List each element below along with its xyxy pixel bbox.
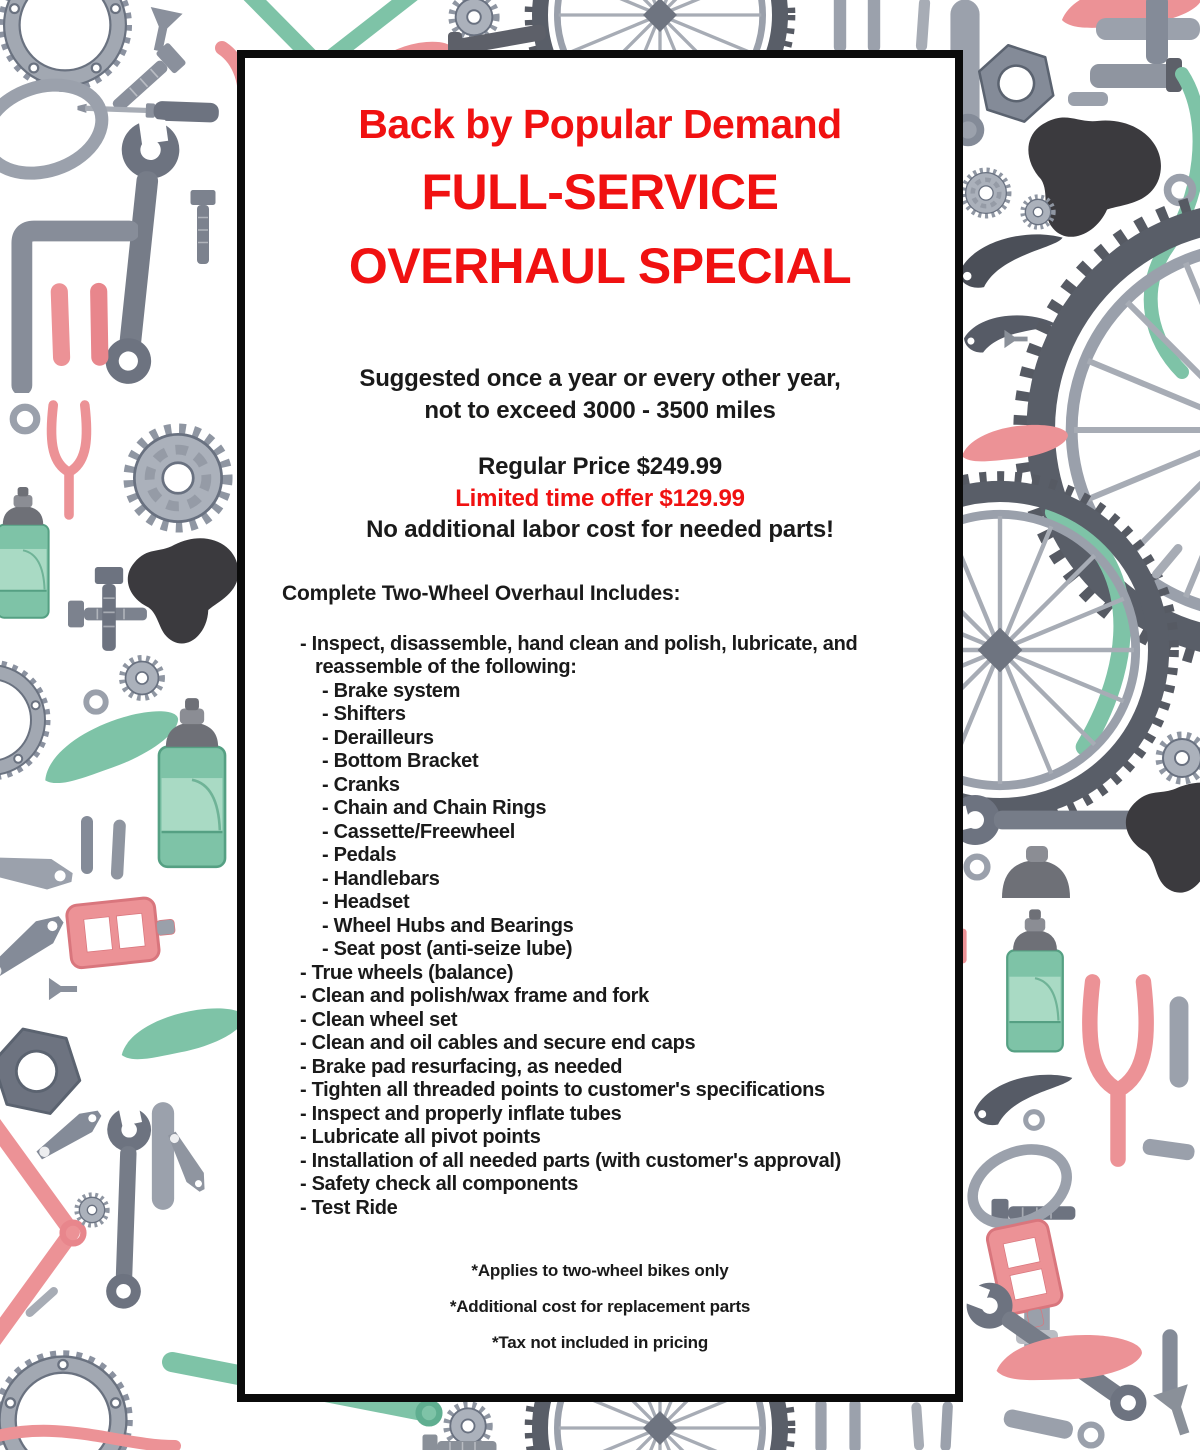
fork-tube-icon [849, 1399, 860, 1450]
ring-icon [1168, 178, 1193, 203]
list-item: - Headset [322, 891, 955, 915]
tire-lever-icon [50, 283, 70, 366]
fork-icon [1090, 982, 1146, 1159]
sprocket-icon [123, 659, 161, 697]
list-item: - Clean wheel set [300, 1009, 955, 1033]
fork-tube-icon [940, 1401, 953, 1450]
ring-icon [1081, 1425, 1102, 1446]
list-item: - Test Ride [300, 1197, 955, 1221]
pin-icon [1150, 542, 1184, 580]
cassette-icon [130, 430, 226, 526]
pin-icon [111, 819, 127, 880]
fork-tube-icon [868, 0, 880, 53]
pedal-icon [66, 895, 178, 968]
list-item: - Seat post (anti-seize lube) [322, 938, 955, 962]
poster-title-line1: FULL-SERVICE [421, 164, 779, 220]
saddle-icon [1121, 776, 1200, 901]
list-item: - Chain and Chain Rings [322, 797, 955, 821]
water-bottle-icon [0, 487, 49, 618]
rail-loop-icon [0, 71, 113, 188]
hex-nut-icon [0, 1024, 88, 1118]
sprocket-icon [447, 1405, 488, 1446]
includes-list [300, 633, 955, 1221]
fork-tube-icon [815, 1399, 826, 1450]
funnel-icon [49, 978, 77, 1000]
list-item: - Brake system [322, 680, 955, 704]
wrench-icon [97, 104, 183, 387]
poster-subtitle: Back by Popular Demand [358, 101, 842, 147]
ring-icon [967, 857, 988, 878]
crank-arm-icon [0, 848, 74, 893]
water-bottle-icon [1007, 909, 1063, 1051]
poster-title-line2: OVERHAUL SPECIAL [348, 238, 852, 294]
bolt-icon [1146, 0, 1168, 64]
pin-icon [1142, 1138, 1196, 1161]
frame-tube-icon [1170, 996, 1189, 1087]
list-item: - Wheel Hubs and Bearings [322, 915, 955, 939]
chainring-icon [3, 0, 127, 87]
list-item: - Inspect, disassemble, hand clean and polish, lubricate, and reassemble of the following: [300, 633, 955, 680]
fork-tube-icon [916, 0, 931, 52]
fork-tube-icon [834, 0, 846, 53]
ring-icon [86, 692, 105, 711]
ring-icon [1026, 1112, 1043, 1129]
list-item: - Lubricate all pivot points [300, 1126, 955, 1150]
pricing-block [245, 451, 955, 546]
fork-icon [51, 405, 86, 515]
list-item: - Cranks [322, 774, 955, 798]
list-item: - Brake pad resurfacing, as needed [300, 1056, 955, 1080]
wrench-icon [101, 1096, 152, 1309]
list-item: - Safety check all components [300, 1173, 955, 1197]
derailleur-icon [955, 231, 1067, 290]
chainring-icon [0, 664, 46, 776]
saddle-icon [121, 530, 253, 654]
gear-icon [1023, 197, 1052, 226]
bolt-icon [191, 190, 216, 264]
hex-nut-icon [969, 39, 1064, 127]
sprocket-icon [964, 171, 1009, 216]
list-item: - Inspect and properly inflate tubes [300, 1103, 955, 1127]
regular-price: Regular Price $249.99 [478, 453, 722, 480]
fork-tube-icon [911, 1402, 924, 1450]
bottle-cap-icon [1026, 846, 1048, 862]
list-item: - Installation of all needed parts (with customer's approval) [300, 1150, 955, 1174]
seatpost-icon [152, 1102, 174, 1210]
bottle-cap-icon [1002, 860, 1070, 898]
footnote: *Additional cost for replacement parts [449, 1297, 751, 1316]
crank-arm-icon [0, 908, 70, 987]
pin-icon [1068, 92, 1108, 106]
suggestion-line1: Suggested once a year or every other year, [359, 365, 841, 392]
funnel-icon [1153, 1384, 1200, 1439]
pin-icon [81, 816, 93, 874]
offer-price: Limited time offer $129.99 [455, 484, 745, 512]
poster-box [237, 50, 963, 1402]
hose-icon [0, 1431, 175, 1446]
list-item: - Handlebars [322, 868, 955, 892]
labor-note: No additional labor cost for needed parts! [366, 516, 834, 543]
sprocket-icon [77, 1195, 106, 1224]
footnotes [245, 1262, 955, 1352]
tire-lever-icon [90, 283, 109, 366]
sprocket-icon [1160, 736, 1200, 780]
list-item: - Shifters [322, 703, 955, 727]
ring-icon [13, 407, 37, 431]
suggestion-line2: not to exceed 3000 - 3500 miles [424, 397, 776, 424]
list-item: - Bottom Bracket [322, 750, 955, 774]
includes-header: Complete Two-Wheel Overhaul Includes: [282, 581, 681, 605]
grip-icon [1090, 64, 1174, 88]
list-item: - Tighten all threaded points to customer's specifications [300, 1079, 955, 1103]
pin-icon [1002, 1408, 1074, 1440]
list-item: - Derailleurs [322, 727, 955, 751]
suggestion-text [245, 363, 955, 427]
list-item: - Clean and oil cables and secure end caps [300, 1032, 955, 1056]
list-item: - Clean and polish/wax frame and fork [300, 985, 955, 1009]
list-item: - Cassette/Freewheel [322, 821, 955, 845]
footnote: *Tax not included in pricing [491, 1333, 709, 1352]
list-item: - True wheels (balance) [300, 962, 955, 986]
footnote: *Applies to two-wheel bikes only [471, 1261, 729, 1280]
list-item: - Pedals [322, 844, 955, 868]
saddle-icon [115, 999, 248, 1067]
